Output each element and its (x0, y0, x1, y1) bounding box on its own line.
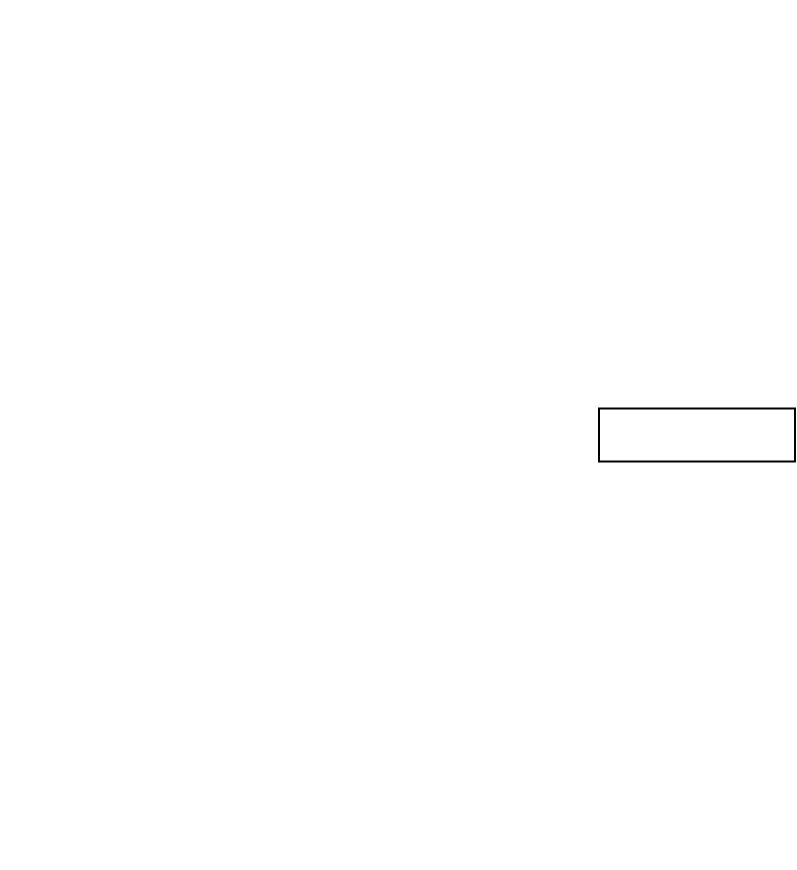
champion-box (599, 409, 795, 462)
